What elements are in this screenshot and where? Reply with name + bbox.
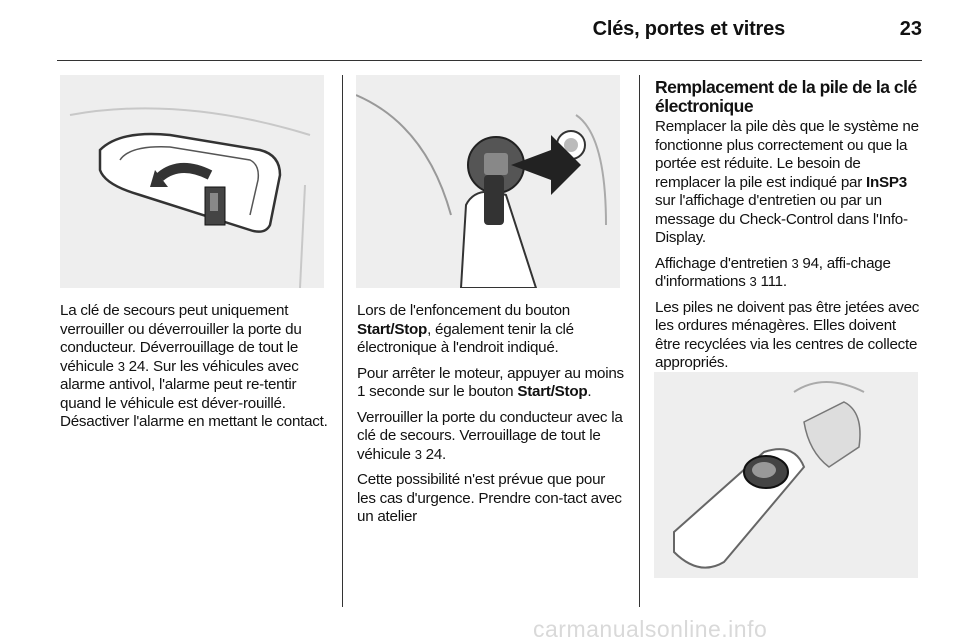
paragraph-lock-door xyxy=(357,409,625,465)
watermark: carmanualsonline.info xyxy=(533,616,768,642)
page-ref-icon: 3 xyxy=(791,255,799,271)
text-segment: sur l'affichage d'entretien ou par un message du Check-Control dans l'Info-Display. xyxy=(655,192,908,246)
paragraph-text-continued: 24. Sur les véhicules avec alarme antivol, l'alarme peut re-tentir quand le véhicule est déver-rouillé. Désactiver l'alarme en mettant le contact. xyxy=(60,357,328,430)
text-segment: 24. xyxy=(421,445,447,463)
column-divider-2 xyxy=(639,75,640,607)
page-number: 23 xyxy=(899,18,922,40)
text-segment: Affichage d'entretien xyxy=(655,254,792,272)
paragraph-text: La clé de secours peut uniquement verrouiller ou déverrouiller la porte du conducteur. Déverrouillage de tout le véhicule xyxy=(60,302,302,375)
page-ref-icon: 3 xyxy=(414,446,422,462)
start-stop-term: Start/Stop xyxy=(357,320,428,338)
text-segment: . xyxy=(587,383,592,400)
paragraph-emergency-key xyxy=(60,302,328,432)
paragraph-stop-engine xyxy=(357,365,625,402)
column-divider-1 xyxy=(342,75,343,607)
header-divider xyxy=(57,60,922,61)
text-segment: 94, affi-chage d'informations xyxy=(655,254,891,290)
paragraph-start-stop xyxy=(357,302,625,358)
page-ref-icon: 3 xyxy=(749,274,757,289)
column-1-text xyxy=(60,302,328,439)
text-segment: Verrouiller la porte du conducteur avec la clé de secours. Verrouillage de tout le véhicule xyxy=(357,408,623,463)
text-segment: 111. xyxy=(756,273,787,290)
door-handle-illustration xyxy=(60,75,324,288)
column-2-text xyxy=(357,302,625,534)
start-stop-illustration xyxy=(356,75,620,288)
text-segment: , également tenir la clé électronique à l'endroit indiqué. xyxy=(357,320,574,356)
text-segment: Pour arrêter le moteur, appuyer au moins 1 seconde sur le bouton xyxy=(357,364,624,400)
page-ref-icon: 3 xyxy=(117,358,125,374)
column-3-text xyxy=(655,78,923,380)
key-battery-illustration xyxy=(654,372,918,578)
text-segment: Lors de l'enfoncement du bouton xyxy=(357,302,570,319)
insp3-term: InSP3 xyxy=(866,173,907,191)
text-segment: Remplacer la pile dès que le système ne fonctionne plus correctement ou que la portée est réduite. Le besoin de remplacer la pile est indiqué par xyxy=(655,118,919,191)
paragraph-emergency-note: Cette possibilité n'est prévue que pour les cas d'urgence. Prendre con-tact avec un atelier xyxy=(357,471,622,525)
start-stop-term: Start/Stop xyxy=(517,383,588,400)
page-title: Clés, portes et vitres xyxy=(592,18,785,40)
paragraph-battery-replace xyxy=(655,118,923,248)
section-title: Remplacement de la pile de la clé électronique xyxy=(655,77,917,116)
paragraph-battery-disposal: Les piles ne doivent pas être jetées avec les ordures ménagères. Elles doivent être recyclées via les centres de collecte appropriés. xyxy=(655,298,920,371)
paragraph-references xyxy=(655,255,923,292)
